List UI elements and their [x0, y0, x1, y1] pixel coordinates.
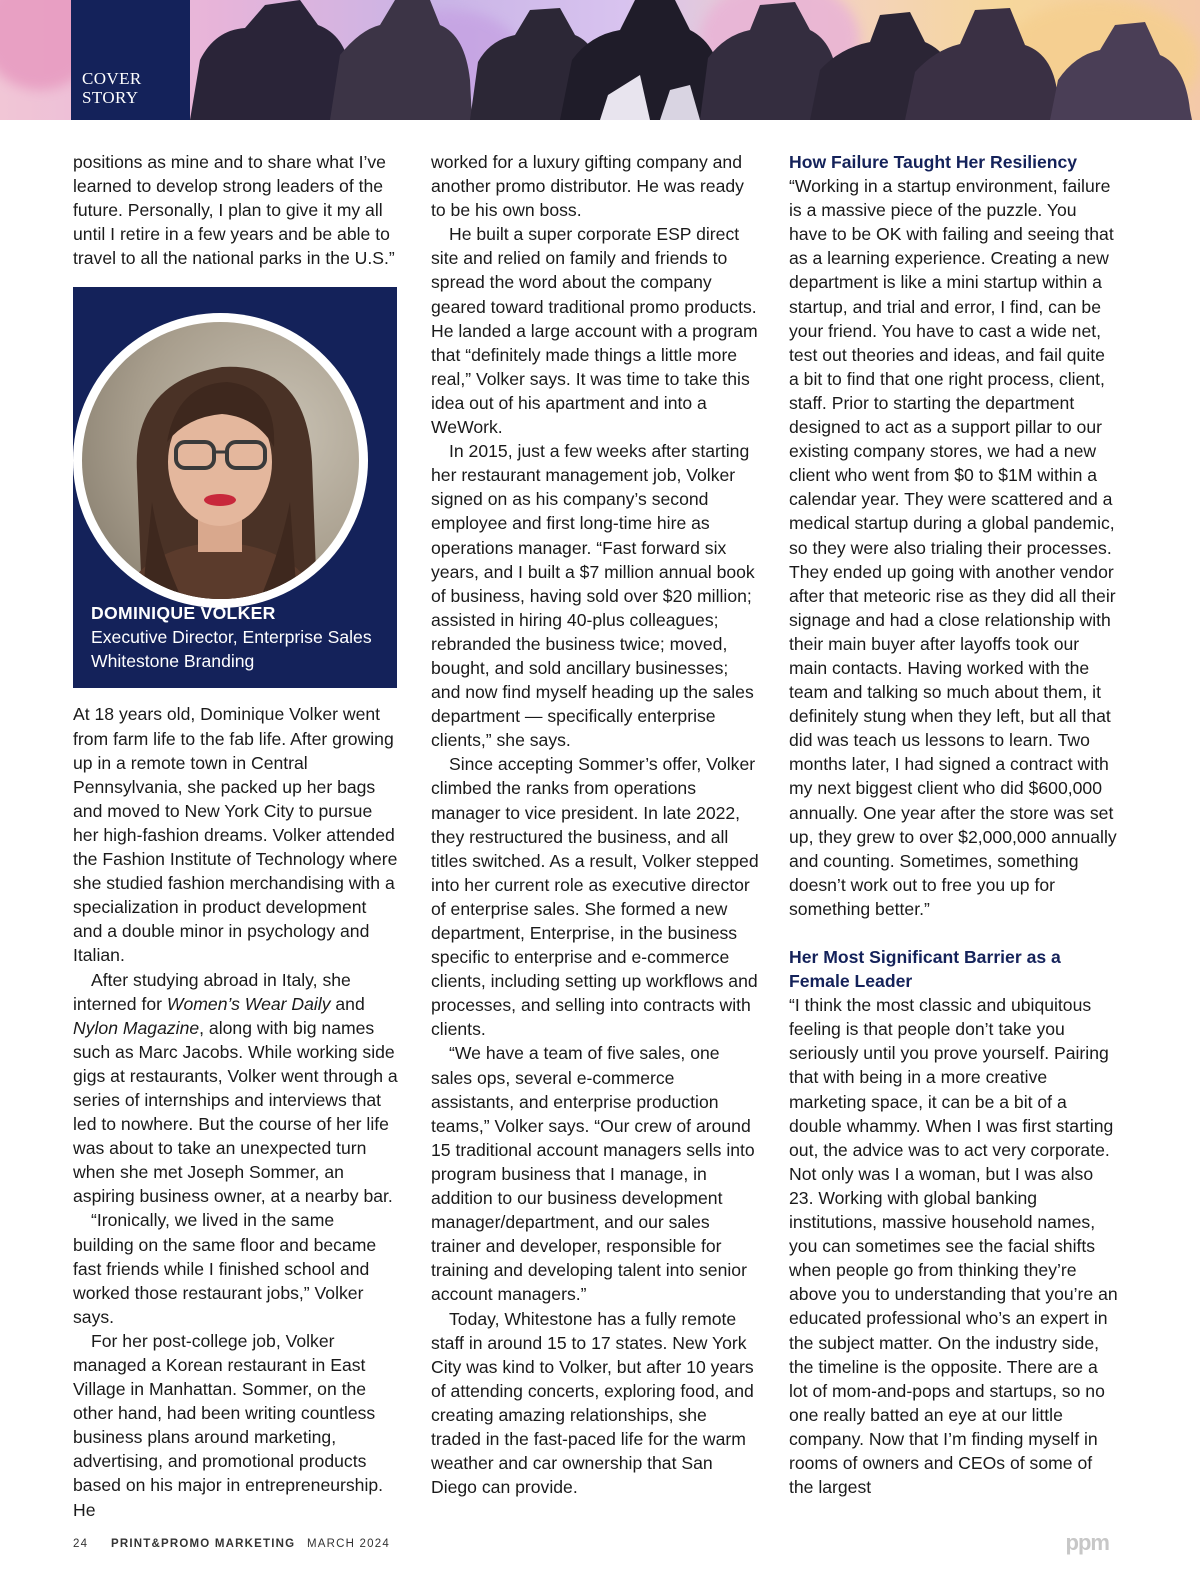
portrait-photo [82, 322, 359, 599]
paragraph: “We have a team of five sales, one sales ops, several e-commerce assistants, and enterprise production teams,” Volker says. “Our crew of around 15 traditional account managers sells into program business that I manage, in addition to our business development manager/department, and our sales trainer and developer, responsible for training and developing talent into senior account managers.” [431, 1043, 755, 1305]
portrait-illustration [82, 322, 359, 599]
subheading: Her Most Significant Barrier as a Female Leader [789, 947, 1061, 992]
issue-date: MARCH 2024 [307, 1538, 390, 1550]
paragraph: “Ironically, we lived in the same building on the same floor and became fast friends while I finished school and worked those restaurant jobs,” Volker says. [73, 1210, 377, 1327]
column-2 [431, 150, 761, 1499]
column-3 [789, 150, 1119, 1499]
ppm-logo-icon: ppm [1065, 1530, 1109, 1555]
page-number: 24 [73, 1538, 89, 1550]
spacer [789, 921, 1119, 945]
header-banner [0, 0, 1200, 120]
portrait-frame [73, 313, 368, 608]
paragraph: Since accepting Sommer’s offer, Volker climbed the ranks from operations manager to vice president. In late 2022, they restructured the business, and all titles switched. As a result, Volker stepped into her current role as executive director of enterprise sales. She formed a new department, Enterprise, in the business specific to enterprise and e-commerce clients, including setting up workflows and processes, and selling into contracts with clients. [431, 754, 759, 1040]
profile-company: Whitestone Branding [91, 651, 255, 672]
page-footer [73, 1530, 1113, 1555]
section-tag-line: STORY [82, 88, 139, 107]
paragraph: Today, Whitestone has a fully remote staff in around 15 to 17 states. New York City was kind to Volker, but after 10 years of attending concerts, exploring food, and creating amazing relationships, she traded in the fast-paced life for the warm weather and car ownership that San Diego can provide. [431, 1308, 754, 1498]
paragraph: worked for a luxury gifting company and another promo distributor. He was ready to be his own boss. [431, 152, 744, 221]
paragraph: For her post-college job, Volker managed a Korean restaurant in East Village in Manhattan. Sommer, on the other hand, had been writing countless business plans around marketing, advertising, and promotional products based on his major in entrepreneurship. He [73, 1330, 384, 1520]
paragraph: “I think the most classic and ubiquitous feeling is that people don’t take you seriously until you prove yourself. Pairing that with being in a more creative marketing space, it can be a bit of a double whammy. When I was first starting out, the advice was to act very corporate. Not only was I a woman, but I was also 23. Working with global banking institutions, massive household names, you can sometimes see the facial shifts when people go from thinking they’re above you to understanding that you’re an educated professional who’s an expert in the subject matter. On the industry side, the timeline is the opposite. There are a lot of mom-and-pops and startups, so no one really batted an eye at our little company. Now that I’m finding myself in rooms of owners and CEOs of some of the largest [789, 995, 1118, 1498]
section-tag-line: COVER [82, 69, 142, 88]
paragraph: In 2015, just a few weeks after starting her restaurant management job, Volker signed on as his company’s second employee and first long-time hire as operations manager. “Fast forward six years, and I built a $7 million annual book of business, having sold over $20 million; assisted in hiring 40-plus colleagues; rebranded the business twice; moved, bought, and sold ancillary businesses; and now find myself heading up the sales department — specifically enterprise clients,” she says. [431, 441, 755, 751]
paragraph: “Working in a startup environment, failure is a massive piece of the puzzle. You have to be OK with failing and seeing that as a learning experience. Creating a new department is like a mini startup within a startup, and trial and error, I find, can be your friend. You have to cast a wide net, test out theories and ideas, and fail quite a bit to find that one right process, client, staff. Prior to starting the department designed to act as a support pillar to our existing company stores, we had a new client who went from $0 to $1M within a calendar year. They were scattered and a medical startup during a global pandemic, so they were also trialing their processes. They ended up going with another vendor after that meteoric rise as they did all their signage and had a close relationship with their main buyer after layoffs took our main contacts. Having worked with the team and talking so much about them, it definitely stung when they left, but all that did was teach us lessons to learn. Two months later, I had signed a contract with my next biggest client who did $600,000 annually. One year after the store was set up, they grew to over $2,000,000 annually and counting. Sometimes, something doesn’t work out to free you up for something better.” [789, 176, 1117, 919]
publication-name: Women’s Wear Daily [166, 993, 331, 1014]
column-1 [73, 150, 398, 1522]
text-run: , along with big names such as Marc Jacobs. While working side gigs at restaurants, Volker went through a series of internships and interviews that led to nowhere. But the course of her life was about to take an unexpected turn when she met Joseph Sommer, an aspiring business owner, at a nearby bar. [73, 1017, 398, 1207]
profile-name: DOMINIQUE VOLKER [91, 603, 276, 624]
section-tag [71, 0, 190, 120]
paragraph: He built a super corporate ESP direct site and relied on family and friends to spread the word about the company geared toward traditional promo products. He landed a large account with a program that “definitely made things a little more real,” Volker says. It was time to take this idea out of his apartment and into a WeWork. [431, 224, 758, 438]
profile-caption [91, 601, 372, 673]
subheading: How Failure Taught Her Resiliency [789, 152, 1078, 172]
paragraph [73, 968, 398, 1209]
text-run: and [330, 993, 365, 1014]
paragraph: positions as mine and to share what I’ve learned to develop strong leaders of the future. Personally, I plan to give it my all until I retire in a few years and be able to travel to all the national parks in the U.S.” [73, 152, 395, 269]
publication-name: Nylon Magazine [73, 1017, 200, 1038]
text-run: After studying abroad in Italy, she interned for [73, 969, 351, 1014]
publication-title: PRINT&PROMO MARKETING [111, 1538, 296, 1550]
profile-card [73, 287, 397, 688]
paragraph: At 18 years old, Dominique Volker went from farm life to the fab life. After growing up in a remote town in Central Pennsylvania, she packed up her bags and moved to New York City to pursue her high-fashion dreams. Volker attended the Fashion Institute of Technology where she studied fashion merchandising with a specialization in product development and a double minor in psychology and Italian. [73, 704, 398, 966]
profile-title: Executive Director, Enterprise Sales [91, 627, 372, 648]
